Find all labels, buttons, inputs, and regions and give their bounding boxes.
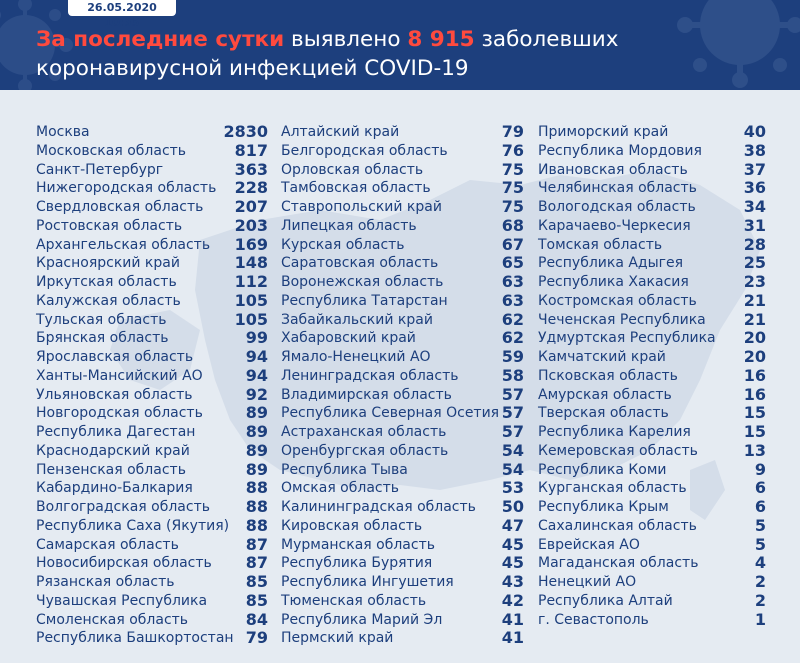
region-name: Псковская область [538,367,678,384]
region-name: Орловская область [281,161,424,178]
region-name: Свердловская область [36,199,204,215]
case-count: 28 [743,234,766,254]
region-name: Омская область [281,480,400,497]
table-row [538,386,766,405]
table-row [281,442,524,461]
region-name: Рязанская область [36,574,175,590]
region-name: Смоленская область [36,611,189,628]
region-name: Карачаево-Черкесия [538,217,691,234]
region-name: Ставропольский край [281,199,442,215]
table-row [36,367,268,386]
table-row [538,123,766,142]
case-count: 15 [743,422,766,441]
region-name: Республика Башкортостан [36,630,234,647]
table-row [538,423,766,442]
region-name: Костромская область [538,292,697,309]
headline-case-count: 8 915 [407,27,475,52]
case-count: 53 [501,478,524,498]
table-row [36,123,268,142]
case-count: 87 [245,534,268,554]
table-row [281,367,524,386]
table-column-1 [36,123,268,648]
region-name: Пензенская область [36,461,186,478]
table-row [538,592,766,611]
case-count: 36 [743,178,766,198]
case-count: 363 [234,159,268,179]
region-name: Иркутская область [36,274,177,290]
case-count: 75 [501,178,524,198]
region-name: Ненецкий АО [538,574,637,590]
case-count: 20 [743,328,766,348]
case-count: 94 [245,365,268,385]
case-count: 6 [754,478,766,498]
table-row [538,442,766,461]
region-name: Липецкая область [281,217,417,234]
case-count: 9 [754,459,766,479]
region-name: Республика Северная Осетия [281,405,500,422]
case-count: 89 [245,422,268,441]
case-count: 817 [234,140,268,160]
region-name: Челябинская область [538,180,697,197]
table-column-2 [281,123,524,648]
region-name: Нижегородская область [36,180,217,197]
case-count: 94 [245,347,268,366]
region-name: Белгородская область [281,142,448,159]
region-name: Ханты-Мансийский АО [36,367,203,384]
table-row [36,592,268,611]
table-row [36,536,268,555]
table-row [538,517,766,536]
table-column-3 [538,123,766,629]
case-count: 105 [234,290,268,310]
table-row [36,142,268,161]
region-name: Республика Крым [538,499,669,515]
case-count: 2 [754,590,766,610]
table-row [36,573,268,592]
region-name: Республика Адыгея [538,255,684,272]
region-name: Курская область [281,236,405,253]
region-name: Ярославская область [36,349,194,365]
case-count: 89 [245,440,268,460]
case-count: 68 [501,215,524,235]
region-name: Чувашская Республика [36,592,208,609]
case-count: 50 [501,497,524,516]
case-count: 15 [743,403,766,423]
region-name: Хабаровский край [281,330,416,347]
table-row [36,348,268,367]
case-count: 41 [501,609,524,629]
region-name: Амурская область [538,386,672,403]
table-row [538,573,766,592]
region-name: Кемеровская область [538,442,698,459]
region-name: Архангельская область [36,236,211,253]
case-count: 45 [501,534,524,554]
table-row [36,254,268,273]
region-name: Республика Тыва [281,461,408,478]
table-row [36,404,268,423]
case-count: 57 [501,422,524,441]
case-count: 85 [245,572,268,591]
table-row [538,179,766,198]
case-count: 169 [234,234,268,254]
table-row [281,236,524,255]
table-row [36,554,268,573]
case-count: 105 [234,309,268,329]
case-count: 85 [245,590,268,610]
region-name: Республика Дагестан [36,424,196,440]
case-count: 79 [501,122,524,141]
case-count: 47 [501,515,524,535]
table-row [281,142,524,161]
case-count: 148 [234,253,268,273]
case-count: 88 [245,515,268,535]
case-count: 4 [754,553,766,573]
case-count: 54 [501,459,524,479]
table-row [281,611,524,630]
region-name: Краснодарский край [36,442,190,459]
case-count: 38 [743,140,766,160]
case-count: 203 [234,215,268,235]
case-count: 25 [743,253,766,273]
table-row [281,292,524,311]
table-row [36,386,268,405]
table-row [538,367,766,386]
region-name: Ростовская область [36,217,183,234]
case-count: 42 [501,590,524,610]
region-name: Удмуртская Республика [538,330,716,347]
case-count: 34 [743,197,766,216]
table-row [281,629,524,648]
table-row [36,442,268,461]
region-name: Пермский край [281,630,394,647]
case-count: 92 [245,384,268,404]
case-count: 5 [754,534,766,554]
table-row [281,273,524,292]
table-row [281,423,524,442]
table-row [36,273,268,292]
region-name: Республика Мордовия [538,142,702,159]
case-count: 13 [743,440,766,460]
table-row [36,461,268,480]
region-name: Республика Бурятия [281,555,433,572]
page-title [36,25,776,83]
table-row [36,217,268,236]
region-name: Алтайский край [281,124,400,140]
region-name: Тульская область [36,311,167,328]
region-name: Приморский край [538,124,669,140]
case-count: 5 [754,515,766,535]
region-name: Калининградская область [281,499,476,515]
table-row [281,498,524,517]
region-name: Камчатский край [538,349,666,365]
region-name: Самарская область [36,536,179,553]
table-row [538,236,766,255]
region-name: Ленинградская область [281,367,459,384]
headline-text-detected: выявлено [284,27,408,52]
table-row [538,348,766,367]
table-row [281,217,524,236]
case-count: 16 [743,384,766,404]
case-count: 23 [743,272,766,291]
table-row [281,198,524,217]
case-count: 84 [245,609,268,629]
table-row [36,311,268,330]
region-name: Ямало-Ненецкий АО [281,349,431,365]
case-count: 43 [501,572,524,591]
table-row [281,573,524,592]
region-name: Томская область [538,236,663,253]
table-row [538,611,766,630]
headline-accent-period: За последние сутки [36,27,285,52]
case-count: 228 [234,178,268,198]
case-count: 87 [245,553,268,573]
table-row [538,329,766,348]
case-count: 59 [501,347,524,366]
case-count: 63 [501,272,524,291]
table-row [281,592,524,611]
region-name: Еврейская АО [538,536,640,553]
case-count: 79 [245,628,268,648]
case-count: 2830 [223,122,268,141]
table-row [281,479,524,498]
table-row [281,348,524,367]
region-name: Саратовская область [281,255,439,272]
case-count: 21 [743,309,766,329]
region-name: Республика Татарстан [281,292,448,309]
region-name: Чеченская Республика [538,311,706,328]
case-count: 40 [743,122,766,141]
region-name: Забайкальский край [281,311,433,328]
case-count: 89 [245,459,268,479]
case-count: 89 [245,403,268,423]
table-row [538,217,766,236]
case-count: 99 [245,328,268,348]
case-count: 76 [501,140,524,160]
region-name: Астраханская область [281,424,447,440]
region-name: Москва [36,124,90,140]
case-count: 62 [501,309,524,329]
table-row [538,479,766,498]
table-row [281,536,524,555]
region-name: Республика Марий Эл [281,611,443,628]
region-name: Оренбургская область [281,442,449,459]
table-row [281,179,524,198]
region-name: Курганская область [538,480,687,497]
table-row [36,423,268,442]
case-count: 75 [501,197,524,216]
region-name: Республика Ингушетия [281,574,454,590]
table-row [36,479,268,498]
region-name: Тверская область [538,405,669,422]
table-row [36,498,268,517]
table-row [538,254,766,273]
case-count: 63 [501,290,524,310]
case-count: 57 [501,403,524,423]
case-count: 88 [245,497,268,516]
case-count: 1 [754,609,766,629]
headline-line-1 [36,25,776,54]
headline-text-infected: заболевших [474,27,619,52]
table-row [281,461,524,480]
table-row [281,404,524,423]
region-name: Республика Алтай [538,592,673,609]
table-row [36,629,268,648]
region-name: Новосибирская область [36,555,212,572]
header-banner [0,0,800,90]
region-name: Ивановская область [538,161,688,178]
table-row [281,311,524,330]
case-count: 21 [743,290,766,310]
region-name: Московская область [36,142,187,159]
table-row [36,198,268,217]
region-name: Красноярский край [36,255,180,272]
table-row [538,498,766,517]
table-row [36,161,268,180]
table-row [538,311,766,330]
region-name: Вологодская область [538,199,696,215]
regions-table-panel [0,90,800,663]
case-count: 41 [501,628,524,648]
region-name: Мурманская область [281,536,435,553]
case-count: 65 [501,253,524,273]
region-name: Волгоградская область [36,499,210,515]
region-name: Тамбовская область [281,180,431,197]
table-row [36,517,268,536]
region-name: Кировская область [281,517,423,534]
table-row [538,198,766,217]
case-count: 67 [501,234,524,254]
region-name: Владимирская область [281,386,452,403]
table-row [538,461,766,480]
table-row [36,292,268,311]
case-count: 31 [743,215,766,235]
table-row [538,404,766,423]
table-row [281,554,524,573]
table-row [36,611,268,630]
region-name: г. Севастополь [538,611,649,628]
case-count: 20 [743,347,766,366]
table-row [281,386,524,405]
date-timestamp: 26.05.2020 10:35 [68,0,176,16]
table-row [281,329,524,348]
table-row [281,161,524,180]
region-name: Республика Хакасия [538,274,689,290]
table-row [538,536,766,555]
table-row [281,517,524,536]
case-count: 57 [501,384,524,404]
table-row [281,254,524,273]
region-name: Калужская область [36,292,181,309]
region-name: Тюменская область [281,592,427,609]
region-name: Республика Саха (Якутия) [36,517,230,534]
case-count: 54 [501,440,524,460]
table-row [538,554,766,573]
region-name: Брянская область [36,330,169,347]
case-count: 75 [501,159,524,179]
region-name: Республика Коми [538,461,667,478]
case-count: 112 [234,272,268,291]
region-name: Новгородская область [36,405,203,422]
table-row [538,273,766,292]
region-name: Магаданская область [538,555,699,572]
headline-line-2: коронавирусной инфекцией COVID-19 [36,56,469,81]
region-name: Сахалинская область [538,517,697,534]
case-count: 6 [754,497,766,516]
case-count: 16 [743,365,766,385]
table-row [36,179,268,198]
case-count: 2 [754,572,766,591]
case-count: 62 [501,328,524,348]
table-row [281,123,524,142]
region-name: Республика Карелия [538,424,691,440]
case-count: 207 [234,197,268,216]
region-name: Ульяновская область [36,386,193,403]
table-row [538,142,766,161]
table-row [36,236,268,255]
region-name: Воронежская область [281,274,444,290]
case-count: 88 [245,478,268,498]
case-count: 37 [743,159,766,179]
table-row [538,292,766,311]
case-count: 58 [501,365,524,385]
table-row [538,161,766,180]
table-row [36,329,268,348]
region-name: Санкт-Петербург [36,161,164,178]
case-count: 45 [501,553,524,573]
region-name: Кабардино-Балкария [36,480,193,497]
